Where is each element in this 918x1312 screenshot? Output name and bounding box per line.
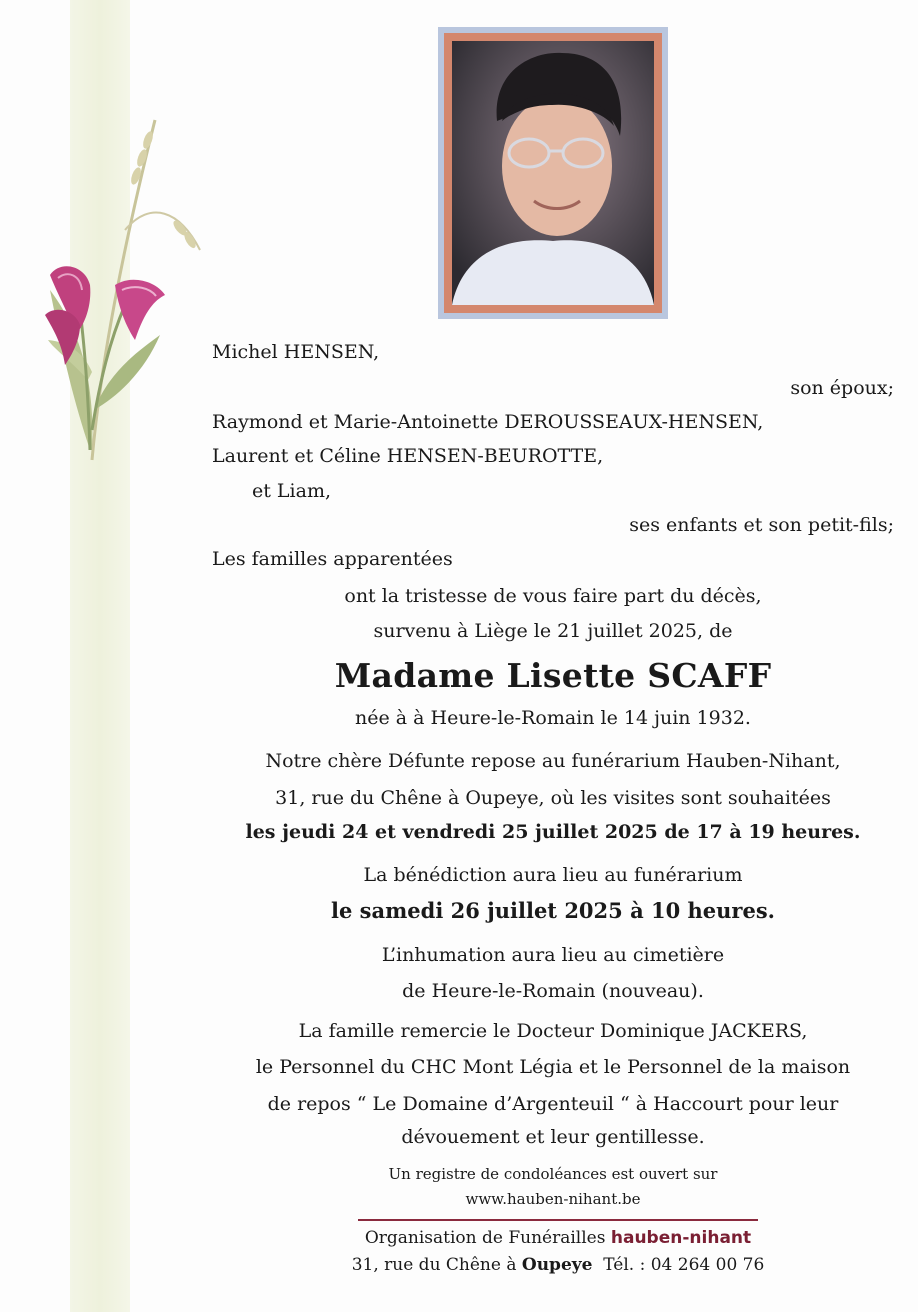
- children-role: ses enfants et son petit-fils;: [629, 514, 894, 536]
- footer-address: [0, 1255, 918, 1275]
- birth-line: née à à Heure-le-Romain le 14 juin 1932.: [355, 707, 751, 729]
- registry-website[interactable]: www.hauben-nihant.be: [465, 1190, 641, 1208]
- burial-line-2: de Heure-le-Romain (nouveau).: [402, 980, 704, 1002]
- footer-address-prefix: 31, rue du Chêne à: [351, 1255, 517, 1275]
- portrait-photo: [452, 41, 654, 305]
- blessing-line: La bénédiction aura lieu au funérarium: [363, 864, 743, 886]
- footer-divider: [358, 1219, 758, 1221]
- announcement-line-1: ont la tristesse de vous faire part du décès,: [344, 585, 762, 607]
- thanks-line-4: dévouement et leur gentillesse.: [401, 1126, 705, 1148]
- deceased-name: Madame Lisette SCAFF: [334, 656, 772, 695]
- brand-logo: hauben-nihant: [610, 1228, 752, 1248]
- child-line-2: Laurent et Céline HENSEN-BEUROTTE,: [212, 445, 604, 467]
- husband-role: son époux;: [790, 377, 894, 399]
- burial-line-1: L’inhumation aura lieu au cimetière: [381, 944, 725, 966]
- visitation-line-1: Notre chère Défunte repose au funérarium Hauben-Nihant,: [265, 750, 841, 772]
- husband-name: Michel HENSEN,: [212, 341, 380, 363]
- portrait-frame: [438, 27, 668, 319]
- calla-lily-illustration: [30, 110, 220, 470]
- footer-org-label: Organisation de Funérailles: [364, 1228, 606, 1248]
- child-line-1: Raymond et Marie-Antoinette DEROUSSEAUX-HENSEN,: [212, 411, 764, 433]
- registry-line: Un registre de condoléances est ouvert sur: [388, 1165, 718, 1183]
- grandchild-line: et Liam,: [252, 480, 331, 502]
- visitation-line-2: 31, rue du Chêne à Oupeye, où les visites sont souhaitées: [275, 787, 831, 809]
- footer-organisation: [0, 1228, 918, 1248]
- blessing-date: le samedi 26 juillet 2025 à 10 heures.: [330, 898, 775, 923]
- footer-phone: Tél. : 04 264 00 76: [603, 1255, 765, 1275]
- thanks-line-1: La famille remercie le Docteur Dominique JACKERS,: [298, 1020, 808, 1042]
- visitation-dates: les jeudi 24 et vendredi 25 juillet 2025 de 17 à 19 heures.: [245, 821, 861, 843]
- relatives-line: Les familles apparentées: [212, 548, 453, 570]
- thanks-line-3: de repos “ Le Domaine d’Argenteuil “ à Haccourt pour leur: [267, 1093, 839, 1115]
- announcement-line-2: survenu à Liège le 21 juillet 2025, de: [373, 620, 733, 642]
- footer-city: Oupeye: [521, 1255, 593, 1275]
- thanks-line-2: le Personnel du CHC Mont Légia et le Personnel de la maison: [255, 1056, 851, 1078]
